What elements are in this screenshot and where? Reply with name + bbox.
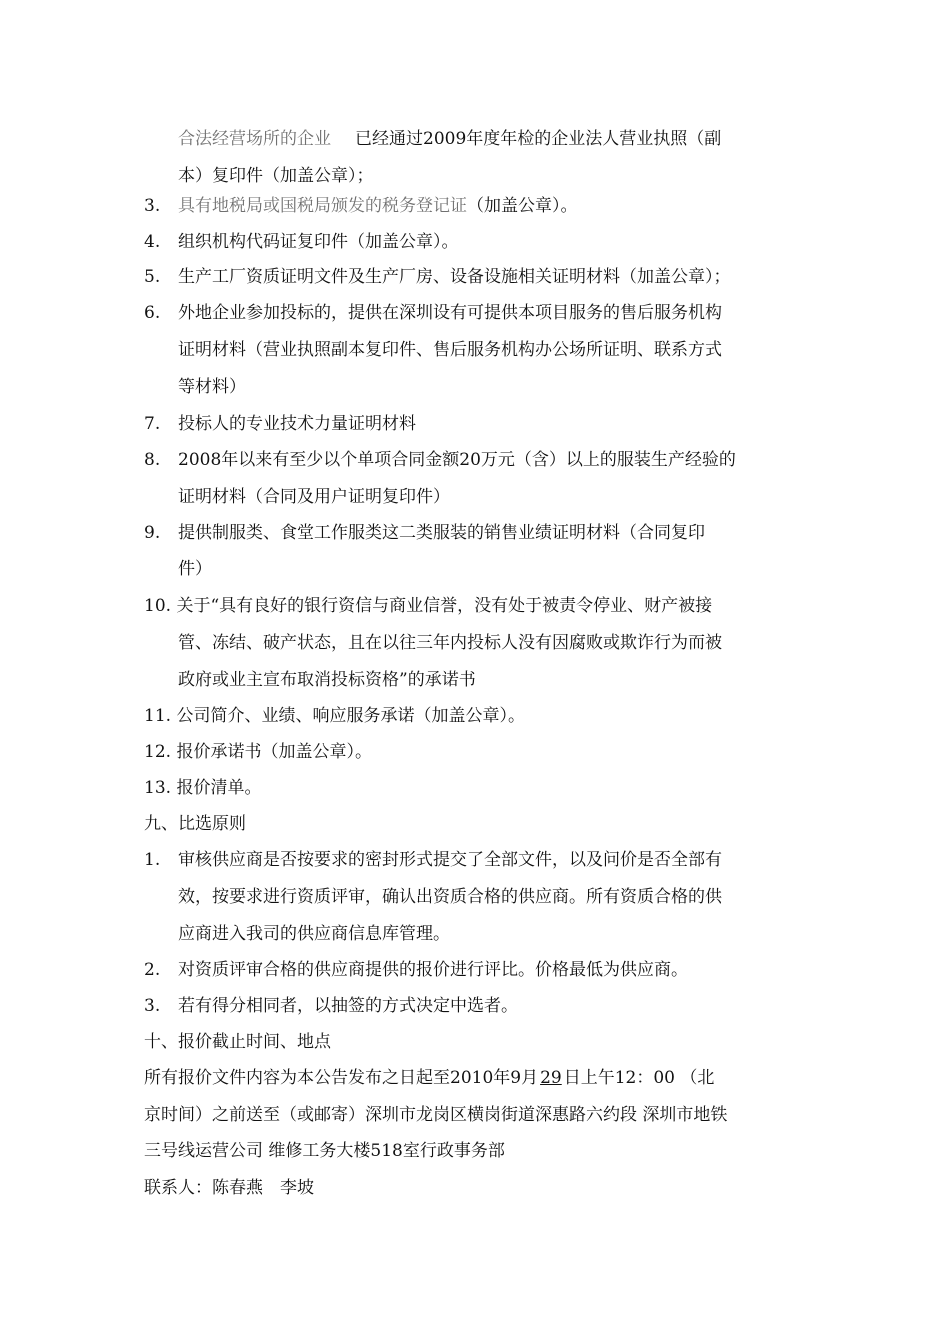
text-span: 投标人的专业技术力量证明材料 xyxy=(178,414,416,434)
text-span: 组织机构代码证复印件（加盖公章）。 xyxy=(178,232,459,252)
list-item xyxy=(144,302,814,324)
item-number: 8. xyxy=(144,450,161,470)
list-item xyxy=(144,195,814,217)
text-span: 若有得分相同者，以抽签的方式决定中选者。 xyxy=(178,996,518,1016)
text-span: （加盖公章）。 xyxy=(467,196,578,216)
text-line: 本）复印件（加盖公章）； xyxy=(178,166,374,186)
text-line: 证明材料（合同及用户证明复印件） xyxy=(178,487,450,507)
list-item xyxy=(144,449,814,471)
text-line: 证明材料（营业执照副本复印件、售后服务机构办公场所证明、联系方式 xyxy=(178,340,722,360)
text-line xyxy=(144,1067,814,1089)
text-line: 三号线运营公司 维修工务大楼518室行政事务部 xyxy=(144,1141,505,1161)
list-item xyxy=(144,522,814,544)
text-span: 生产工厂资质证明文件及生产厂房、设备设施相关证明材料（加盖公章）； xyxy=(178,267,731,287)
list-item: 12. 报价承诺书（加盖公章）。 xyxy=(144,742,372,762)
list-item xyxy=(144,959,814,981)
item-number: 9. xyxy=(144,523,161,543)
deadline-day: 29 xyxy=(540,1068,562,1088)
text-span: 具有地税局或国税局颁发的税务登记证 xyxy=(178,196,467,216)
item-number: 4. xyxy=(144,232,161,252)
item-number: 3. xyxy=(144,196,161,216)
contact-line: 联系人：陈春燕 李坡 xyxy=(144,1178,314,1198)
list-item xyxy=(144,266,814,288)
text-line: 管、冻结、破产状态，且在以往三年内投标人没有因腐败或欺诈行为而被 xyxy=(178,633,722,653)
section-heading: 十、报价截止时间、地点 xyxy=(144,1032,331,1052)
text-span: 合法经营场所的企业 xyxy=(178,129,331,149)
text-span: 外地企业参加投标的，提供在深圳设有可提供本项目服务的售后服务机构 xyxy=(178,303,722,323)
text-line: 件） xyxy=(178,559,212,579)
list-item xyxy=(144,995,814,1017)
item-number: 7. xyxy=(144,414,161,434)
text-span: 2008年以来有至少以个单项合同金额20万元（含）以上的服装生产经验的 xyxy=(178,450,736,470)
text-span: 日上午12：00 （北 xyxy=(563,1068,715,1088)
text-span: 所有报价文件内容为本公告发布之日起至2010年9月 xyxy=(144,1068,539,1088)
text-line: 等材料） xyxy=(178,377,246,397)
text-line: 政府或业主宣布取消投标资格”的承诺书 xyxy=(178,670,476,690)
item-number: 6. xyxy=(144,303,161,323)
list-item xyxy=(144,231,814,253)
list-item xyxy=(144,849,814,871)
list-item: 11. 公司简介、业绩、响应服务承诺（加盖公章）。 xyxy=(144,706,525,726)
text-span: 提供制服类、食堂工作服类这二类服装的销售业绩证明材料（合同复印 xyxy=(178,523,705,543)
item-number: 1. xyxy=(144,850,161,870)
text-line: 应商进入我司的供应商信息库管理。 xyxy=(178,924,450,944)
section-heading: 九、比选原则 xyxy=(144,814,246,834)
text-span: 已经通过2009年度年检的企业法人营业执照（副 xyxy=(355,129,722,149)
text-span: 审核供应商是否按要求的密封形式提交了全部文件，以及问价是否全部有 xyxy=(178,850,722,870)
list-item: 10. 关于“具有良好的银行资信与商业信誉，没有处于被责令停业、财产被接 xyxy=(144,596,713,616)
list-item xyxy=(144,413,814,435)
text-span: 对资质评审合格的供应商提供的报价进行评比。价格最低为供应商。 xyxy=(178,960,688,980)
item-number: 2. xyxy=(144,960,161,980)
text-line: 效，按要求进行资质评审，确认出资质合格的供应商。所有资质合格的供 xyxy=(178,887,722,907)
text-line xyxy=(178,128,814,150)
text-line: 京时间）之前送至（或邮寄）深圳市龙岗区横岗街道深惠路六约段 深圳市地铁 xyxy=(144,1105,728,1125)
list-item: 13. 报价清单。 xyxy=(144,778,262,798)
item-number: 5. xyxy=(144,267,161,287)
item-number: 3. xyxy=(144,996,161,1016)
